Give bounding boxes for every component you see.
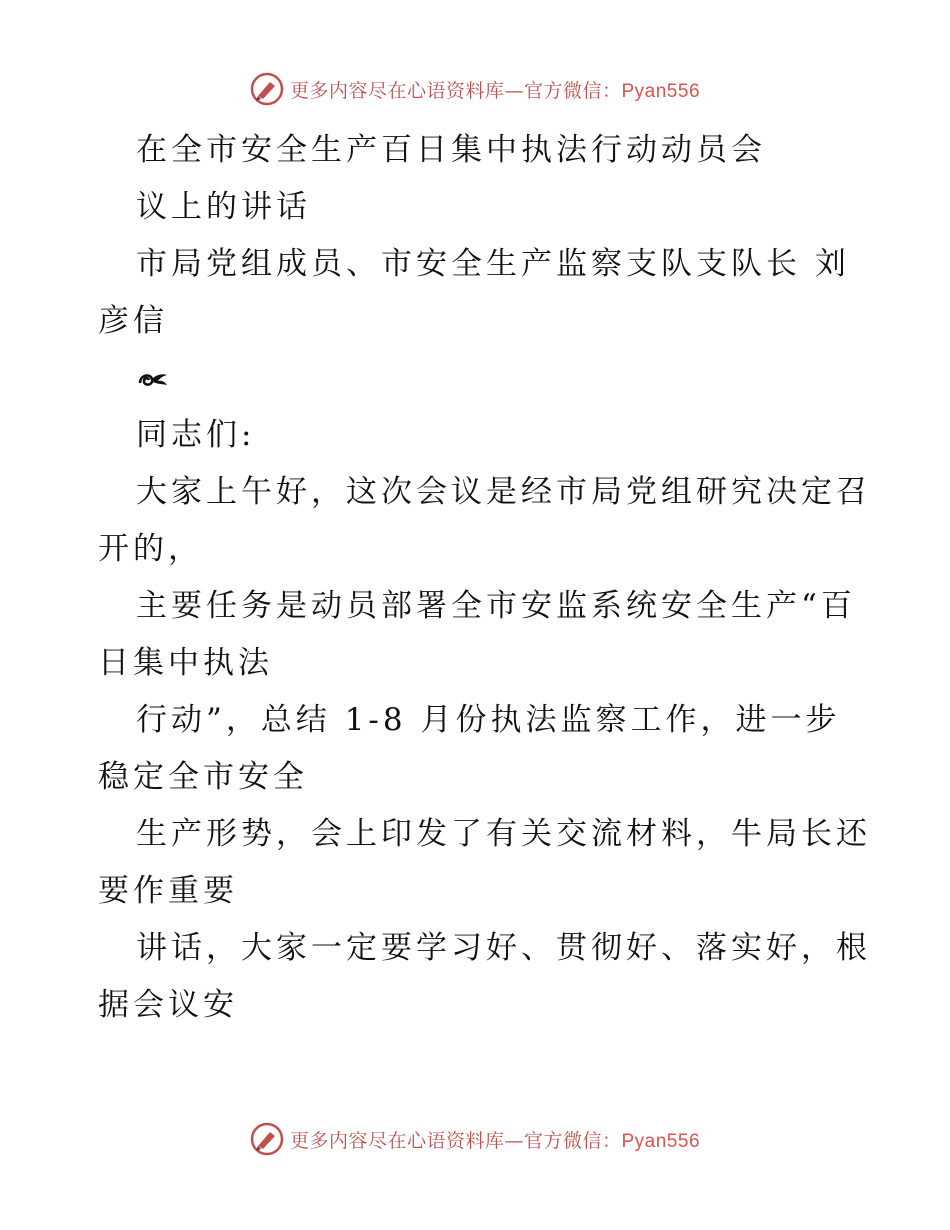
paragraph-line: 行动”，总结 1-8 月份执法监察工作，进一步 <box>136 702 841 738</box>
banner-text <box>290 1126 700 1153</box>
title-line-2: 议上的讲话 <box>136 189 311 225</box>
ornament <box>98 350 858 407</box>
wechat-id: Pyan556 <box>621 1130 701 1152</box>
paragraph-line: 讲话，大家一定要学习好、贯彻好、落实好，根 <box>136 930 871 966</box>
banner-label: 更多内容尽在心语资料库—官方微信： <box>289 1129 622 1152</box>
paragraph-line: 据会议安 <box>98 987 238 1023</box>
author-line-2: 彦信 <box>98 303 168 339</box>
header-banner <box>0 72 950 106</box>
paragraph-line: 稳定全市安全 <box>98 759 308 795</box>
salutation: 同志们: <box>136 417 256 453</box>
paragraph-line: 主要任务是动员部署全市安监系统安全生产“百 <box>136 588 856 624</box>
fleuron-icon <box>136 367 170 391</box>
paragraph-line: 日集中执法 <box>98 645 273 681</box>
paragraph-line: 要作重要 <box>98 873 238 909</box>
paragraph-line: 大家上午好，这次会议是经市局党组研究决定召 <box>136 474 871 510</box>
paragraph-line: 开的， <box>98 531 203 567</box>
wechat-id: Pyan556 <box>621 80 701 102</box>
footer-banner <box>0 1122 950 1156</box>
paragraph-line: 生产形势，会上印发了有关交流材料，牛局长还 <box>136 816 871 852</box>
pen-logo-icon <box>250 72 284 106</box>
banner-label: 更多内容尽在心语资料库—官方微信： <box>289 79 622 102</box>
title-line-1: 在全市安全生产百日集中执法行动动员会 <box>136 132 766 168</box>
author-line-1: 市局党组成员、市安全生产监察支队支队长 刘 <box>136 246 850 282</box>
document-body <box>98 122 871 1034</box>
pen-logo-icon <box>250 1122 284 1156</box>
banner-text <box>290 76 700 103</box>
